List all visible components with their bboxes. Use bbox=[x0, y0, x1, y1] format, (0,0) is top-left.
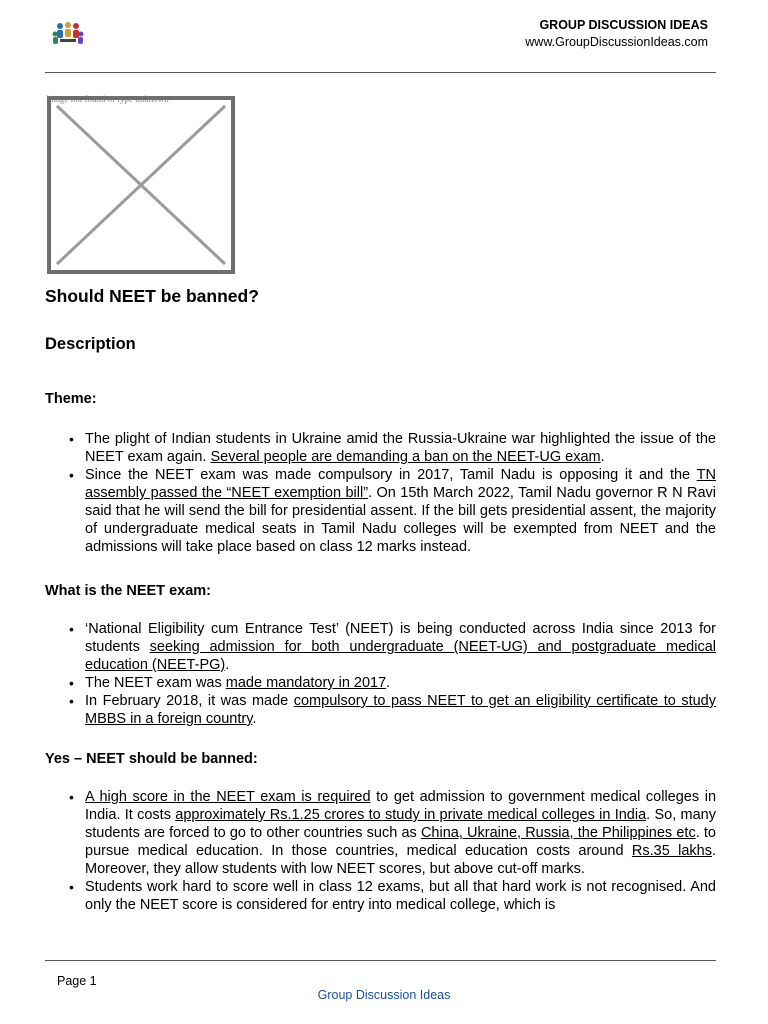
footer-site-link[interactable]: Group Discussion Ideas bbox=[317, 988, 451, 1002]
description-heading: Description bbox=[45, 335, 136, 353]
yes-heading: Yes – NEET should be banned: bbox=[45, 751, 258, 767]
site-title: GROUP DISCUSSION IDEAS bbox=[539, 18, 708, 32]
page-header bbox=[45, 0, 716, 74]
underlined-link[interactable]: Several people are demanding a ban on the NEET-UG exam bbox=[210, 449, 601, 465]
underlined-link[interactable]: approximately Rs.1.25 crores to study in private medical colleges in India bbox=[175, 807, 647, 823]
theme-heading: Theme: bbox=[45, 391, 97, 407]
list-item: • Students work hard to score well in class 12 exams, but all that hard work is not recognised. And only the NEET score is considered for entry into medical college, which is bbox=[85, 878, 716, 914]
what-is-heading: What is the NEET exam: bbox=[45, 583, 211, 599]
list-item: • A high score in the NEET exam is required to get admission to government medical colleges in India. It costs approximately Rs.1.25 crores to study in private medical colleges in India. So, many students are forced to go to other countries such as China, Ukraine, Russia, the Philippines etc. to pursue medical education. In those countries, medical education costs around Rs.35 lakhs. Moreover, they allow students with low NEET scores, but above cut-off marks. bbox=[85, 788, 716, 878]
header-divider bbox=[45, 72, 716, 73]
list-item: • ‘National Eligibility cum Entrance Test’ (NEET) is being conducted across India since 2013 for students seeking admission for both undergraduate (NEET-UG) and postgraduate medical education (NEET-PG). bbox=[85, 620, 716, 674]
underlined-link[interactable]: seeking admission for both undergraduate (NEET-UG) and postgraduate medical education (NEET-PG) bbox=[85, 639, 716, 673]
underlined-link[interactable]: made mandatory in 2017 bbox=[225, 675, 387, 691]
site-url[interactable]: www.GroupDiscussionIdeas.com bbox=[525, 35, 708, 49]
image-alt-text: Image not found or type unknown bbox=[46, 94, 169, 104]
what-is-list bbox=[45, 620, 716, 728]
article-content bbox=[45, 284, 716, 914]
page-title: Should NEET be banned? bbox=[45, 286, 259, 306]
underlined-link[interactable]: China, Ukraine, Russia, the Philippines etc bbox=[420, 825, 696, 841]
yes-list bbox=[45, 788, 716, 914]
theme-list bbox=[45, 430, 716, 556]
underlined-link[interactable]: Rs.35 lakhs bbox=[631, 843, 712, 859]
underlined-link[interactable]: A high score in the NEET exam is required bbox=[85, 789, 371, 805]
list-item: • The plight of Indian students in Ukraine amid the Russia-Ukraine war highlighted the issue of the NEET exam again. Several people are demanding a ban on the NEET-UG exam. bbox=[85, 430, 716, 466]
list-item: • In February 2018, it was made compulsory to pass NEET to get an eligibility certificate to study MBBS in a foreign country. bbox=[85, 692, 716, 728]
broken-image-icon bbox=[47, 96, 235, 274]
people-discussion-icon bbox=[51, 22, 85, 46]
footer-divider bbox=[45, 960, 716, 961]
list-item: • The NEET exam was made mandatory in 2017. bbox=[85, 674, 716, 692]
underlined-link[interactable]: compulsory to pass NEET to get an eligibility certificate to study MBBS in a foreign country bbox=[85, 693, 716, 727]
list-item: • Since the NEET exam was made compulsory in 2017, Tamil Nadu is opposing it and the TN assembly passed the “NEET exemption bill”. On 15th March 2022, Tamil Nadu governor R N Ravi said that he will send the bill for presidential assent. If the bill gets presidential assent, the majority of undergraduate medical seats in Tamil Nadu colleges will be exempted from NEET and the admissions will take place based on class 12 marks instead. bbox=[85, 466, 716, 556]
page-number: Page 1 bbox=[57, 974, 97, 988]
underlined-link[interactable]: TN assembly passed the “NEET exemption bill” bbox=[85, 467, 716, 501]
